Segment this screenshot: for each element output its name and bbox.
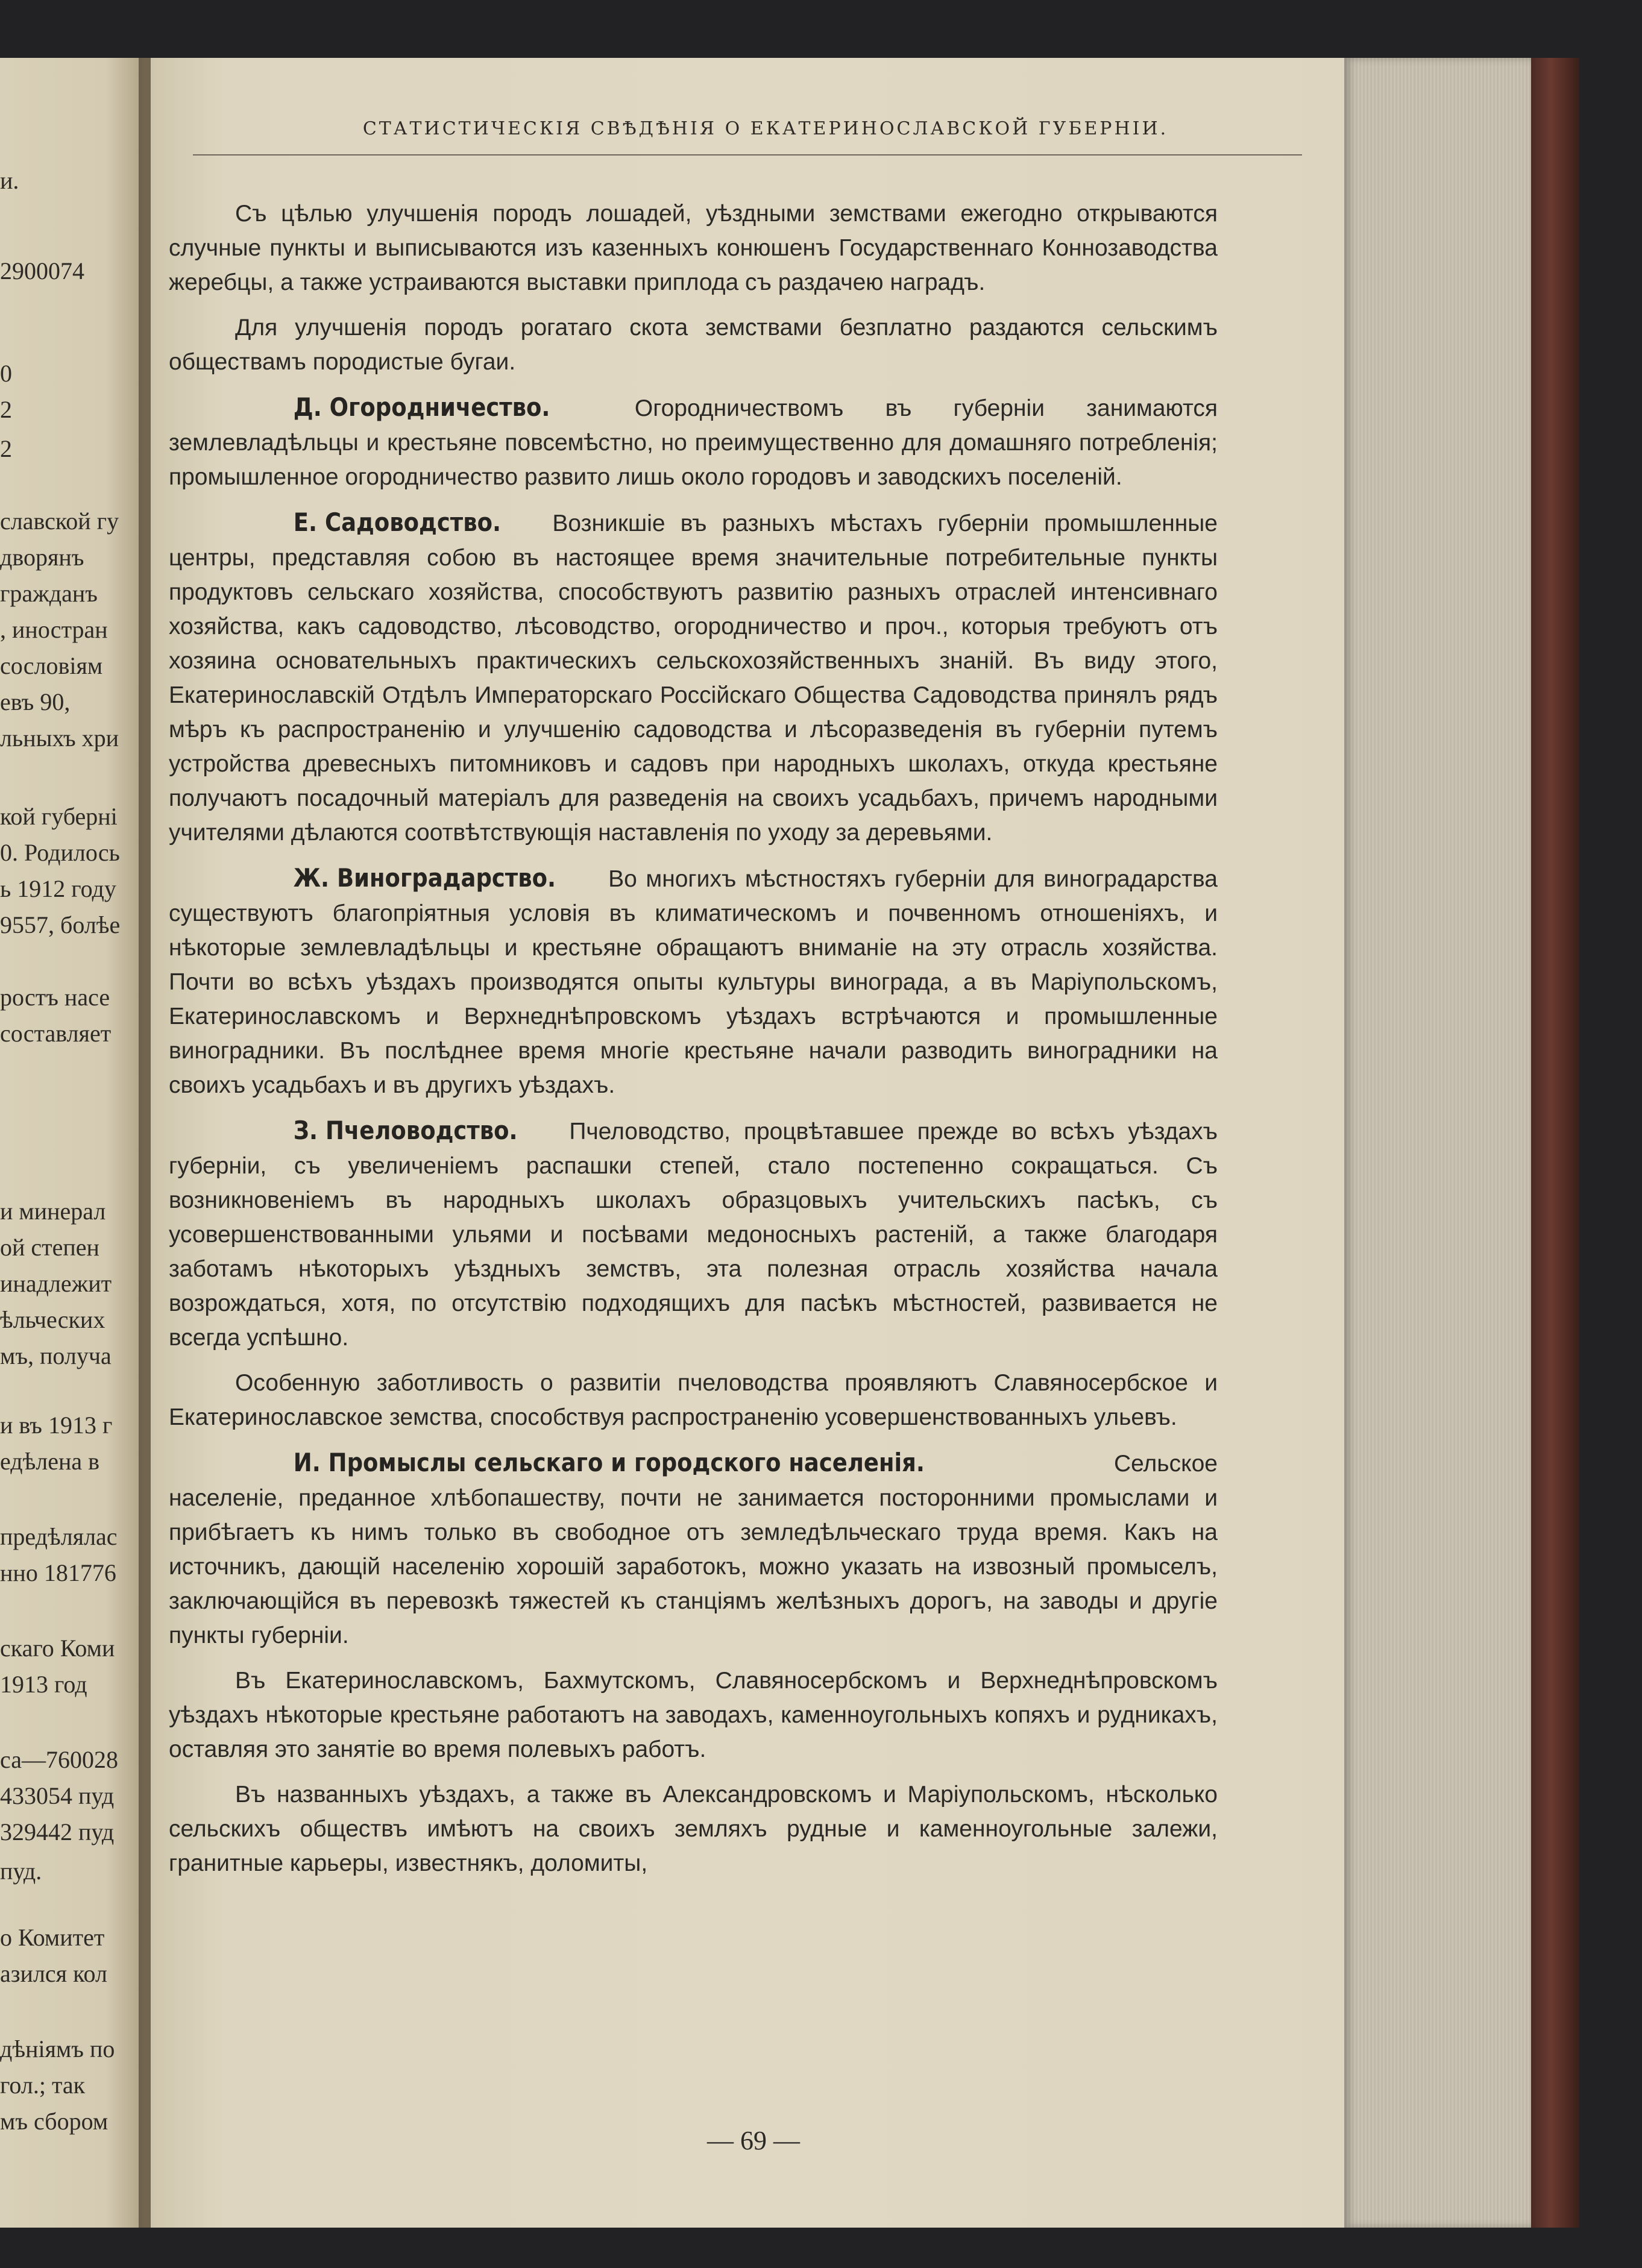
left-page-text-fragment: и въ 1913 г xyxy=(0,1412,113,1439)
section-heading: З. Пчеловодство. xyxy=(293,1116,518,1145)
paragraph xyxy=(169,861,1218,1102)
paragraph xyxy=(169,505,1218,850)
head-rule xyxy=(193,154,1302,158)
left-page-text-fragment: мъ, получа xyxy=(0,1342,112,1369)
section-heading: И. Промыслы сельскаго и городского населенія. xyxy=(293,1448,925,1477)
left-page-text-fragment: едѣлена в xyxy=(0,1448,100,1475)
left-page-text-fragment: ѣльческих xyxy=(0,1306,105,1333)
page-edges xyxy=(1344,58,1531,2228)
left-page-text-fragment: ь 1912 году xyxy=(0,875,116,902)
paragraph-text: Съ цѣлью улучшенія породъ лошадей, уѣздными земствами ежегодно открываются случные пункты и выписываются изъ казенныхъ конюшенъ Государственнаго Коннозаводства жеребцы, а также устраиваются выставки приплода съ раздачею наградъ. xyxy=(169,201,1218,295)
paragraph-text: Сельское населеніе, преданное хлѣбопашеству, почти не занимается посторонними промыслами и прибѣгаетъ къ нимъ только въ свободное отъ земледѣльческаго труда время. Какъ на источникъ, дающій населенію хорошій заработокъ, можно указать на извозный промыселъ, заключающійся въ перевозкѣ тяжестей къ станціямъ желѣзныхъ дорогъ, на заводы и другіе пункты губерніи. xyxy=(169,1451,1218,1648)
right-page xyxy=(151,58,1356,2228)
paragraph-text: Во многихъ мѣстностяхъ губерніи для виноградарства существуютъ благопріятныя условія въ климатическомъ и почвенномъ отношеніяхъ, и нѣкоторые землевладѣльцы и крестьяне обращаютъ вниманіе на эту отрасль хозяйства. Почти во всѣхъ уѣздахъ производятся опыты культуры винограда, а въ Маріупольскомъ, Екатеринославскомъ и Верхнеднѣпровскомъ уѣздахъ встрѣчаются и промышленные виноградники. Въ послѣднее время многіе крестьяне начали разводить виноградники на своихъ усадьбахъ и въ другихъ уѣздахъ. xyxy=(169,866,1218,1098)
left-page-text-fragment: составляет xyxy=(0,1020,112,1047)
paragraph xyxy=(169,1366,1218,1434)
left-page-text-fragment: 433054 пуд xyxy=(0,1782,115,1809)
left-page-text-fragment: 0 xyxy=(0,360,12,387)
left-page-text-fragment: скаго Коми xyxy=(0,1635,115,1662)
left-page-text-fragment: са—760028 xyxy=(0,1746,118,1773)
left-page-text-fragment: 329442 пуд xyxy=(0,1818,115,1845)
running-head: СТАТИСТИЧЕСКІЯ СВѢДѢНІЯ О ЕКАТЕРИНОСЛАВСКОЙ ГУБЕРНІИ. xyxy=(362,118,1169,139)
paragraph xyxy=(169,1663,1218,1767)
paragraph-text: Въ названныхъ уѣздахъ, а также въ Александровскомъ и Маріупольскомъ, нѣсколько сельскихъ обществъ имѣютъ на своихъ земляхъ рудные и каменноугольные залежи, гранитные карьеры, известнякъ, доломиты, xyxy=(169,1782,1218,1876)
left-page-text-fragment: дѣніямъ по xyxy=(0,2035,115,2062)
paragraph-text: Особенную заботливость о развитіи пчеловодства проявляютъ Славяносербское и Екатеринославское земства, способствуя распространенію усовершенствованныхъ ульевъ. xyxy=(169,1370,1218,1430)
left-page-text-fragment: ой степен xyxy=(0,1234,99,1261)
paragraph-text: Огородничествомъ въ губерніи занимаются землевладѣльцы и крестьяне повсемѣстно, но преимущественно для домашняго потребленія; промышленное огородничество развито лишь около городовъ и заводскихъ поселеній. xyxy=(169,395,1218,490)
book-cover xyxy=(1531,58,1579,2228)
left-page-text-fragment: предѣлялас xyxy=(0,1523,118,1550)
left-page-text-fragment: пуд. xyxy=(0,1858,42,1885)
paragraph xyxy=(169,1113,1218,1355)
left-page-text-fragment: ростъ насе xyxy=(0,984,110,1011)
left-page-text-fragment: и. xyxy=(0,167,19,194)
paragraph-text: Возникшіе въ разныхъ мѣстахъ губерніи промышленные центры, представляя собою въ настоящее время значительные потребительные пункты продуктовъ сельскаго хозяйства, способствуютъ развитію разныхъ отраслей интенсивнаго хозяйства, какъ садоводство, лѣсоводство, огородничество и проч., которыя требуютъ отъ хозяина основательныхъ практическихъ сельскохозяйственныхъ знаній. Въ виду этого, Екатеринославскій Отдѣлъ Императорскаго Россійскаго Общества Садоводства принялъ рядъ мѣръ къ распространенію и улучшенію садоводства и лѣсоразведенія въ губерніи путемъ устройства древесныхъ питомниковъ и садовъ при народныхъ школахъ, откуда крестьяне получаютъ посадочный матеріалъ для разведенія на своихъ усадьбахъ, причемъ народными учителями дѣлаются соотвѣтствующія наставленія по уходу за деревьями. xyxy=(169,510,1218,846)
left-page-text-fragment: 0. Родилось xyxy=(0,839,120,866)
left-page-text-fragment: инадлежит xyxy=(0,1270,112,1297)
left-page-text-fragment: азился кол xyxy=(0,1960,107,1987)
section-heading: Д. Огородничество. xyxy=(293,392,550,422)
open-book xyxy=(0,58,1579,2228)
section-heading: Ж. Виноградарство. xyxy=(293,863,556,893)
paragraph xyxy=(169,196,1218,300)
left-page-text-fragment: евъ 90, xyxy=(0,688,71,715)
left-page-text-fragment: гражданъ xyxy=(0,580,98,607)
paragraph-text: Въ Екатеринославскомъ, Бахмутскомъ, Славяносербскомъ и Верхнеднѣпровскомъ уѣздахъ нѣкоторые крестьяне работаютъ на заводахъ, каменноугольныхъ копяхъ и рудникахъ, оставляя это занятіе во время полевыхъ работъ. xyxy=(169,1668,1218,1762)
left-page-text-fragment: 2900074 xyxy=(0,257,84,284)
left-page-text-fragment: сословіям xyxy=(0,652,103,679)
paragraph xyxy=(169,310,1218,379)
body-text xyxy=(169,196,1218,1891)
left-page-text-fragment: нно 181776 xyxy=(0,1559,116,1586)
left-page-text-fragment: льныхъ хри xyxy=(0,724,119,752)
left-page-text-fragment: дворянъ xyxy=(0,544,84,571)
left-page-text-fragment: 2 xyxy=(0,435,12,462)
left-page-text-fragment: 9557, болѣе xyxy=(0,911,121,938)
left-page-text-fragment: гол.; так xyxy=(0,2072,86,2099)
paragraph xyxy=(169,1777,1218,1880)
paragraph xyxy=(169,390,1218,494)
section-heading: Е. Садоводство. xyxy=(293,507,502,537)
left-page-text-fragment: 1913 год xyxy=(0,1671,87,1698)
left-page-text-fragment: кой губерні xyxy=(0,803,118,830)
paragraph xyxy=(169,1445,1218,1653)
paragraph-text: Пчеловодство, процвѣтавшее прежде во всѣхъ уѣздахъ губерніи, съ увеличеніемъ распашки степей, стало постепенно сокращаться. Съ возникновеніемъ въ народныхъ школахъ образцовыхъ учительскихъ пасѣкъ, съ усовершенствованными ульями и посѣвами медоносныхъ растеній, а также благодаря заботамъ нѣкоторыхъ уѣздныхъ земствъ, эта полезная отрасль хозяйства начала возрождаться, хотя, по отсутствію подходящихъ для пасѣкъ мѣстностей, развивается не всегда успѣшно. xyxy=(169,1119,1218,1351)
left-page-fragment xyxy=(0,58,151,2228)
page-number: — 69 — xyxy=(707,2126,800,2155)
left-page-text-fragment: , иностран xyxy=(0,616,108,643)
left-page-text-fragment: и минерал xyxy=(0,1198,106,1225)
left-page-text-fragment: мъ сбором xyxy=(0,2108,109,2135)
left-page-text-fragment: о Комитет xyxy=(0,1924,105,1951)
paragraph-text: Для улучшенія породъ рогатаго скота земствами безплатно раздаются сельскимъ обществамъ породистые бугаи. xyxy=(169,315,1218,375)
left-page-text-fragment: славской гу xyxy=(0,507,119,535)
left-page-text-fragment: 2 xyxy=(0,396,12,423)
